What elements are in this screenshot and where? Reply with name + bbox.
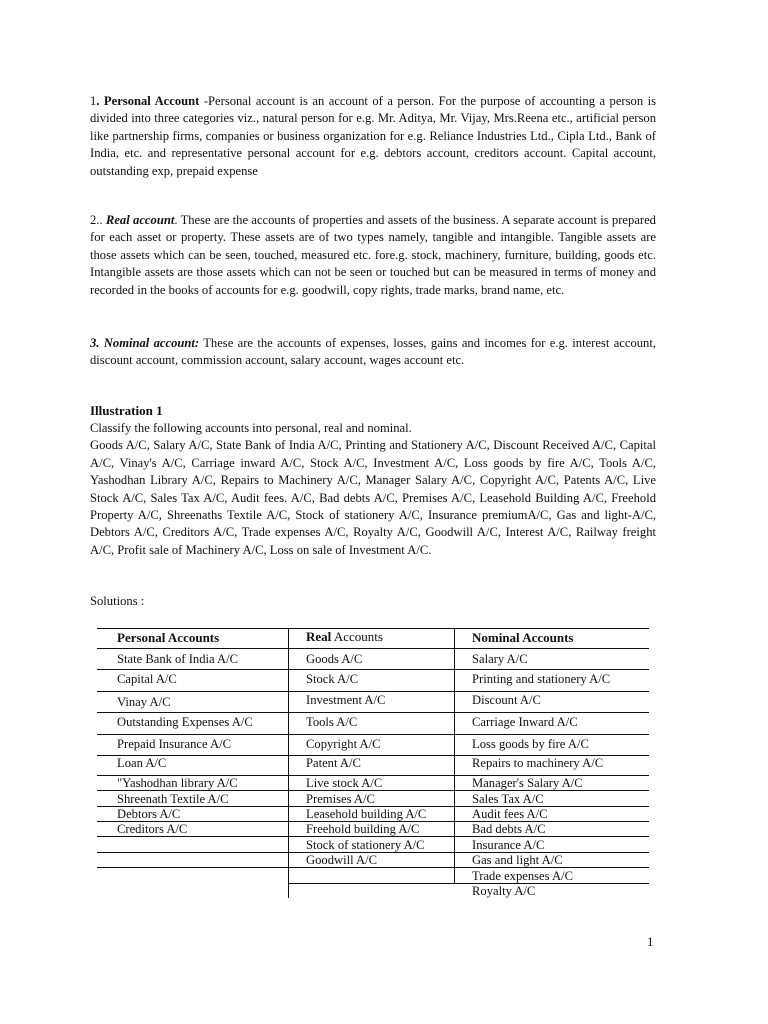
nominal-account-term: 3. Nominal account: xyxy=(90,336,200,350)
table-cell-nominal: Royalty A/C xyxy=(472,884,536,898)
illustration-title: Illustration 1 xyxy=(90,403,163,418)
table-cell-personal: State Bank of India A/C xyxy=(117,652,239,666)
page-number: 1 xyxy=(647,934,654,949)
table-cell-nominal: Carriage Inward A/C xyxy=(472,715,578,729)
table-column-divider xyxy=(288,628,289,898)
table-rule xyxy=(97,691,649,692)
table-rule xyxy=(97,712,649,713)
table-cell-personal: Loan A/C xyxy=(117,756,167,770)
illustration-body xyxy=(90,420,656,559)
table-cell-nominal: Insurance A/C xyxy=(472,838,545,852)
real-header-rest: Accounts xyxy=(331,629,383,644)
solutions-label: Solutions : xyxy=(90,594,145,608)
table-cell-personal: Prepaid Insurance A/C xyxy=(117,737,232,751)
table-cell-nominal: Discount A/C xyxy=(472,693,541,707)
personal-account-paragraph xyxy=(90,93,656,180)
nominal-accounts-header: Nominal Accounts xyxy=(472,630,574,645)
table-cell-nominal: Bad debts A/C xyxy=(472,822,546,836)
table-cell-real: Stock A/C xyxy=(306,672,359,686)
table-cell-nominal: Repairs to machinery A/C xyxy=(472,756,604,770)
table-cell-real: Live stock A/C xyxy=(306,776,383,790)
table-cell-personal: Outstanding Expenses A/C xyxy=(117,715,253,729)
personal-account-text: -Personal account is an account of a person. For the purpose of accounting a person is divided into three categories viz., natural person for e.g. Mr. Aditya, Mr. Vijay, Mrs.Reena etc., artificial person like partnership firms, companies or business organization for e.g. Reliance Industries Ltd., Cipla Ltd., Bank of India, etc. and representative personal account for e.g. debtors account, creditors account. Capital account, outstanding exp, prepaid expense xyxy=(90,94,656,178)
real-account-paragraph xyxy=(90,212,656,299)
section-number: 2. xyxy=(90,213,100,227)
table-cell-real: Leasehold building A/C xyxy=(306,807,427,821)
table-cell-personal: Creditors A/C xyxy=(117,822,188,836)
table-cell-real: Tools A/C xyxy=(306,715,358,729)
table-cell-real: Copyright A/C xyxy=(306,737,381,751)
real-account-term: Real account xyxy=(102,213,175,227)
personal-accounts-header: Personal Accounts xyxy=(117,630,220,645)
table-cell-personal: Debtors A/C xyxy=(117,807,181,821)
nominal-account-paragraph xyxy=(90,335,656,370)
table-cell-nominal: Salary A/C xyxy=(472,652,528,666)
table-cell-real: Investment A/C xyxy=(306,693,386,707)
illustration-account-list: Goods A/C, Salary A/C, State Bank of India A/C, Printing and Stationery A/C, Discount Received A/C, Capital A/C, Vinay's A/C, Carriage inward A/C, Stock A/C, Investment A/C, Loss goods by fire A/C, Tools A/C, Yashodhan Library A/C, Repairs to Machinery A/C, Manager Salary A/C, Copyright A/C, Patents A/C, Live Stock A/C, Sales Tax A/C, Audit fees. A/C, Bad debts A/C, Premises A/C, Leasehold Building A/C, Freehold Property A/C, Shreenaths Textile A/C, Stock of stationery A/C, Insurance premiumA/C, Gas and light-A/C, Debtors A/C, Creditors A/C, Trade expenses A/C, Royalty A/C, Goodwill A/C, Interest A/C, Railway freight A/C, Profit sale of Machinery A/C, Loss on sale of Investment A/C. xyxy=(90,438,656,557)
table-cell-nominal: Trade expenses A/C xyxy=(472,869,573,883)
section-number: 1 xyxy=(90,94,97,108)
classification-table xyxy=(97,626,649,900)
section-dot: . xyxy=(96,94,100,108)
table-cell-nominal: Audit fees A/C xyxy=(472,807,548,821)
table-rule xyxy=(97,790,649,791)
real-accounts-header xyxy=(306,630,383,644)
table-rule xyxy=(97,734,649,735)
real-account-text: . These are the accounts of properties and assets of the business. A separate account is prepared for each asset or property. These assets are of two types namely, tangible and intangible. Tangible assets are those assets which can be seen, touched, measured etc. fore.g. stock, machinery, furniture, building, goods etc. Intangible assets are those assets which can not be seen or touched but can be measured in terms of money and recorded in the books of accounts for e.g. goodwill, copy rights, trade marks, brand name, etc. xyxy=(90,213,656,297)
table-cell-real: Freehold building A/C xyxy=(306,822,420,836)
table-cell-personal: Capital A/C xyxy=(117,672,177,686)
table-cell-real: Patent A/C xyxy=(306,756,361,770)
nominal-account-text: These are the accounts of expenses, losses, gains and incomes for e.g. interest account, discount account, commission account, salary account, wages account etc. xyxy=(90,336,656,368)
table-cell-nominal: Manager's Salary A/C xyxy=(472,776,583,790)
table-column-divider xyxy=(454,628,455,883)
table-rule xyxy=(97,867,649,868)
illustration-instruction: Classify the following accounts into personal, real and nominal. xyxy=(90,421,412,435)
table-cell-personal: Shreenath Textile A/C xyxy=(117,792,229,806)
table-cell-nominal: Gas and light A/C xyxy=(472,853,563,867)
table-cell-nominal: Sales Tax A/C xyxy=(472,792,544,806)
table-rule xyxy=(97,836,649,837)
personal-account-term: Personal Account xyxy=(99,94,200,108)
table-cell-personal: "Yashodhan library A/C xyxy=(117,776,238,790)
real-header-bold: Real xyxy=(306,629,332,644)
table-cell-nominal: Printing and stationery A/C xyxy=(472,672,611,686)
table-rule xyxy=(97,669,649,670)
table-cell-real: Premises A/C xyxy=(306,792,375,806)
table-cell-real: Stock of stationery A/C xyxy=(306,838,425,852)
table-cell-nominal: Loss goods by fire A/C xyxy=(472,737,589,751)
table-cell-personal: Vinay A/C xyxy=(117,695,171,709)
table-rule xyxy=(288,883,649,884)
section-dot: . xyxy=(99,213,103,227)
table-cell-real: Goodwill A/C xyxy=(306,853,378,867)
table-cell-real: Goods A/C xyxy=(306,652,363,666)
table-rule xyxy=(97,648,649,649)
